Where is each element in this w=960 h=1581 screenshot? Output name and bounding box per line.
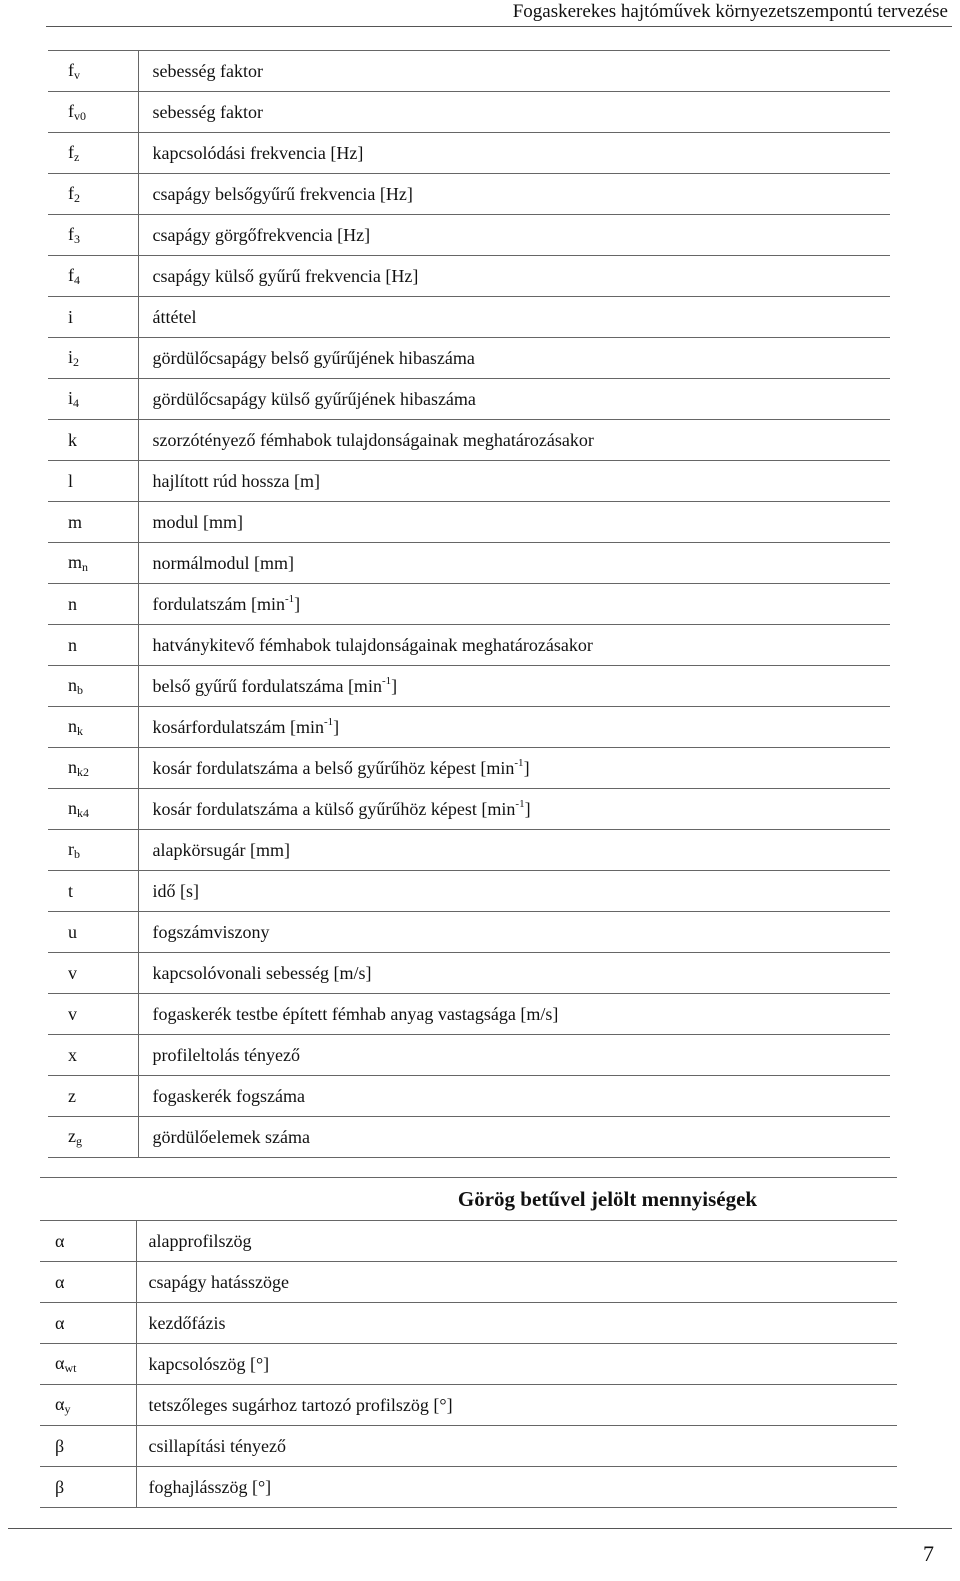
description-cell	[138, 830, 890, 871]
description-text: szorzótényező fémhabok tulajdonságainak meghatározásakor	[152, 429, 594, 450]
description-text: fogaskerék fogszáma	[152, 1085, 305, 1106]
symbol-letter: β	[55, 1435, 65, 1456]
description-text: fogaskerék testbe épített fémhab anyag vastagsága [m/s]	[152, 1003, 559, 1024]
description-cell	[138, 174, 890, 215]
symbol-row	[40, 1303, 897, 1344]
symbol-letter: n	[68, 593, 77, 614]
symbol-cell	[48, 1117, 138, 1158]
symbol-letter: k	[68, 429, 77, 450]
unit-exponent: -1	[514, 757, 524, 769]
description-text: csapágy hatásszöge	[148, 1271, 289, 1292]
greek-heading-row	[40, 1178, 897, 1221]
symbol-cell	[48, 133, 138, 174]
symbol-row	[48, 1076, 890, 1117]
description-cell	[138, 707, 890, 748]
symbol-subscript: k2	[77, 764, 89, 779]
symbol-row	[48, 256, 890, 297]
symbol-cell	[48, 789, 138, 830]
symbol-cell	[48, 1076, 138, 1117]
symbol-letter: f	[68, 264, 74, 285]
description-cell	[138, 502, 890, 543]
symbol-row	[48, 502, 890, 543]
symbol-cell	[40, 1344, 136, 1385]
symbol-subscript: k4	[77, 805, 89, 820]
symbol-row	[48, 748, 890, 789]
symbol-subscript: 4	[73, 395, 80, 410]
description-text: fogszámviszony	[152, 921, 270, 942]
symbol-letter: t	[68, 880, 74, 901]
latin-symbol-table	[48, 50, 890, 1158]
description-cell	[138, 1035, 890, 1076]
running-header-title: Fogaskerekes hajtóművek környezetszempontú tervezése	[512, 1, 948, 22]
symbol-cell	[48, 871, 138, 912]
description-text: kosár fordulatszáma a külső gyűrűhöz képest [min	[152, 799, 516, 819]
symbol-letter: n	[68, 715, 77, 736]
symbol-subscript: 4	[74, 272, 80, 287]
page-number: 7	[923, 1541, 934, 1566]
description-text: kosárfordulatszám [min	[152, 717, 324, 737]
description-text: alapprofilszög	[148, 1230, 252, 1251]
symbol-cell	[40, 1303, 136, 1344]
symbol-row	[48, 92, 890, 133]
symbol-subscript: b	[77, 682, 83, 697]
symbol-row	[48, 871, 890, 912]
description-cell	[138, 338, 890, 379]
symbol-cell	[48, 994, 138, 1035]
symbol-row	[48, 297, 890, 338]
symbol-subscript: wt	[64, 1360, 77, 1375]
description-cell	[138, 379, 890, 420]
description-text: kapcsolódási frekvencia [Hz]	[152, 142, 364, 163]
unit-closing-bracket: ]	[391, 676, 398, 696]
symbol-letter: r	[68, 838, 74, 859]
unit-closing-bracket: ]	[294, 594, 301, 614]
symbol-cell	[48, 584, 138, 625]
symbol-cell	[48, 256, 138, 297]
header-divider	[46, 26, 952, 27]
symbol-letter: f	[68, 141, 74, 162]
description-text: fordulatszám [min	[152, 594, 285, 614]
description-text: áttétel	[152, 306, 197, 327]
description-cell	[136, 1262, 897, 1303]
description-cell	[138, 297, 890, 338]
symbol-subscript: 2	[74, 190, 80, 205]
symbol-cell	[48, 338, 138, 379]
symbol-letter: n	[68, 674, 77, 695]
symbol-letter: α	[55, 1393, 65, 1414]
symbol-letter: n	[68, 756, 77, 777]
symbol-letter: α	[55, 1230, 65, 1251]
symbol-subscript: z	[74, 149, 80, 164]
symbol-row	[48, 1117, 890, 1158]
symbol-cell	[48, 625, 138, 666]
symbol-letter: z	[68, 1085, 76, 1106]
footer-divider	[8, 1528, 952, 1529]
symbol-subscript: v	[74, 67, 80, 82]
description-cell	[138, 215, 890, 256]
symbol-row	[48, 543, 890, 584]
description-text: sebesség faktor	[152, 101, 263, 122]
symbol-letter: n	[68, 634, 77, 655]
symbol-cell	[48, 707, 138, 748]
description-text: hatványkitevő fémhabok tulajdonságainak meghatározásakor	[152, 634, 593, 655]
description-cell	[136, 1385, 897, 1426]
symbol-letter: z	[68, 1125, 76, 1146]
description-cell	[138, 461, 890, 502]
unit-closing-bracket: ]	[523, 758, 530, 778]
description-cell	[138, 420, 890, 461]
symbol-letter: β	[55, 1476, 65, 1497]
symbol-subscript: b	[74, 846, 80, 861]
symbol-cell	[40, 1385, 136, 1426]
symbol-letter: i	[68, 306, 74, 327]
unit-exponent: -1	[515, 798, 525, 810]
symbol-letter: α	[55, 1271, 65, 1292]
description-cell	[138, 543, 890, 584]
description-cell	[136, 1426, 897, 1467]
description-text: modul [mm]	[152, 511, 243, 532]
symbol-cell	[48, 1035, 138, 1076]
description-cell	[138, 92, 890, 133]
symbol-row	[48, 666, 890, 707]
symbol-row	[40, 1262, 897, 1303]
symbol-letter: i	[68, 387, 74, 408]
symbol-row	[48, 584, 890, 625]
description-cell	[138, 994, 890, 1035]
description-cell	[138, 871, 890, 912]
symbol-cell	[48, 912, 138, 953]
description-text: alapkörsugár [mm]	[152, 839, 290, 860]
unit-closing-bracket: ]	[333, 717, 340, 737]
greek-symbol-table	[40, 1177, 897, 1508]
unit-exponent: -1	[381, 675, 392, 687]
symbol-row	[48, 1035, 890, 1076]
symbol-letter: f	[68, 59, 74, 80]
description-text: hajlított rúd hossza [m]	[152, 470, 320, 491]
symbol-letter: f	[68, 100, 74, 121]
description-text: idő [s]	[152, 880, 199, 901]
symbol-cell	[40, 1221, 136, 1262]
symbol-letter: m	[68, 511, 83, 532]
symbol-cell	[48, 543, 138, 584]
symbol-letter: v	[68, 1003, 77, 1024]
symbol-row	[48, 51, 890, 92]
symbol-cell	[48, 748, 138, 789]
symbol-row	[48, 420, 890, 461]
description-text: tetszőleges sugárhoz tartozó profilszög [°]	[148, 1394, 453, 1415]
symbol-letter: α	[55, 1312, 65, 1333]
description-cell	[138, 666, 890, 707]
symbol-subscript: y	[64, 1401, 71, 1416]
description-cell	[136, 1467, 897, 1508]
description-cell	[138, 51, 890, 92]
description-text: profileltolás tényező	[152, 1044, 300, 1065]
description-text: csapágy görgőfrekvencia [Hz]	[152, 224, 371, 245]
symbol-letter: m	[68, 551, 83, 572]
symbol-cell	[48, 51, 138, 92]
symbol-row	[48, 994, 890, 1035]
symbol-row	[48, 789, 890, 830]
symbol-row	[48, 830, 890, 871]
symbol-subscript: 3	[74, 231, 80, 246]
description-cell	[136, 1344, 897, 1385]
symbol-letter: f	[68, 182, 74, 203]
description-cell	[138, 1076, 890, 1117]
description-text: kapcsolószög [°]	[148, 1353, 270, 1374]
description-text: gördülőcsapágy külső gyűrűjének hibaszáma	[152, 388, 476, 409]
symbol-cell	[48, 953, 138, 994]
symbol-row	[48, 912, 890, 953]
symbol-row	[48, 461, 890, 502]
description-cell	[138, 256, 890, 297]
symbol-letter: n	[68, 797, 77, 818]
description-text: sebesség faktor	[152, 60, 263, 81]
symbol-letter: f	[68, 223, 74, 244]
symbol-letter: x	[68, 1044, 77, 1065]
symbol-cell	[48, 830, 138, 871]
description-cell	[136, 1303, 897, 1344]
description-cell	[138, 584, 890, 625]
symbol-cell	[40, 1426, 136, 1467]
symbol-letter: l	[68, 470, 74, 491]
symbol-cell	[48, 174, 138, 215]
symbol-letter: i	[68, 346, 74, 367]
symbol-cell	[48, 379, 138, 420]
symbol-cell	[48, 502, 138, 543]
description-text: belső gyűrű fordulatszáma [min	[152, 676, 382, 696]
symbol-row	[48, 707, 890, 748]
symbol-cell	[40, 1262, 136, 1303]
description-text: normálmodul [mm]	[152, 552, 294, 573]
description-cell	[138, 748, 890, 789]
symbol-cell	[40, 1467, 136, 1508]
symbol-row	[48, 215, 890, 256]
symbol-letter: v	[68, 962, 77, 983]
description-text: csapágy külső gyűrű frekvencia [Hz]	[152, 265, 419, 286]
description-text: gördülőelemek száma	[152, 1126, 310, 1147]
symbol-subscript: n	[82, 559, 89, 574]
description-cell	[138, 625, 890, 666]
description-cell	[138, 912, 890, 953]
unit-exponent: -1	[284, 593, 295, 605]
symbol-cell	[48, 92, 138, 133]
symbol-cell	[48, 461, 138, 502]
symbol-cell	[48, 297, 138, 338]
symbol-row	[48, 379, 890, 420]
symbol-subscript: k	[77, 723, 83, 738]
description-text: kapcsolóvonali sebesség [m/s]	[152, 962, 372, 983]
symbol-subscript: v0	[74, 108, 86, 123]
description-text: csapágy belsőgyűrű frekvencia [Hz]	[152, 183, 413, 204]
description-cell	[138, 789, 890, 830]
description-text: kosár fordulatszáma a belső gyűrűhöz képest [min	[152, 758, 515, 778]
symbol-cell	[48, 420, 138, 461]
symbol-row	[40, 1426, 897, 1467]
section-heading: Görög betűvel jelölt mennyiségek	[457, 1186, 758, 1211]
symbol-cell	[48, 666, 138, 707]
symbol-row	[48, 953, 890, 994]
unit-closing-bracket: ]	[524, 799, 531, 819]
symbol-row	[40, 1385, 897, 1426]
symbol-row	[40, 1467, 897, 1508]
symbol-subscript: g	[76, 1133, 82, 1148]
description-text: gördülőcsapágy belső gyűrűjének hibaszáma	[152, 347, 475, 368]
description-text: kezdőfázis	[148, 1312, 226, 1333]
symbol-letter: u	[68, 921, 77, 942]
symbol-row	[40, 1221, 897, 1262]
description-cell	[138, 953, 890, 994]
symbol-row	[48, 338, 890, 379]
symbol-row	[40, 1344, 897, 1385]
symbol-cell	[48, 215, 138, 256]
description-text: foghajlásszög [°]	[148, 1476, 272, 1497]
symbol-row	[48, 174, 890, 215]
description-cell	[138, 1117, 890, 1158]
symbol-letter: α	[55, 1352, 65, 1373]
description-cell	[138, 133, 890, 174]
symbol-row	[48, 133, 890, 174]
unit-exponent: -1	[323, 716, 334, 728]
description-text: csillapítási tényező	[148, 1435, 286, 1456]
symbol-row	[48, 625, 890, 666]
symbol-subscript: 2	[73, 354, 80, 369]
description-cell	[136, 1221, 897, 1262]
